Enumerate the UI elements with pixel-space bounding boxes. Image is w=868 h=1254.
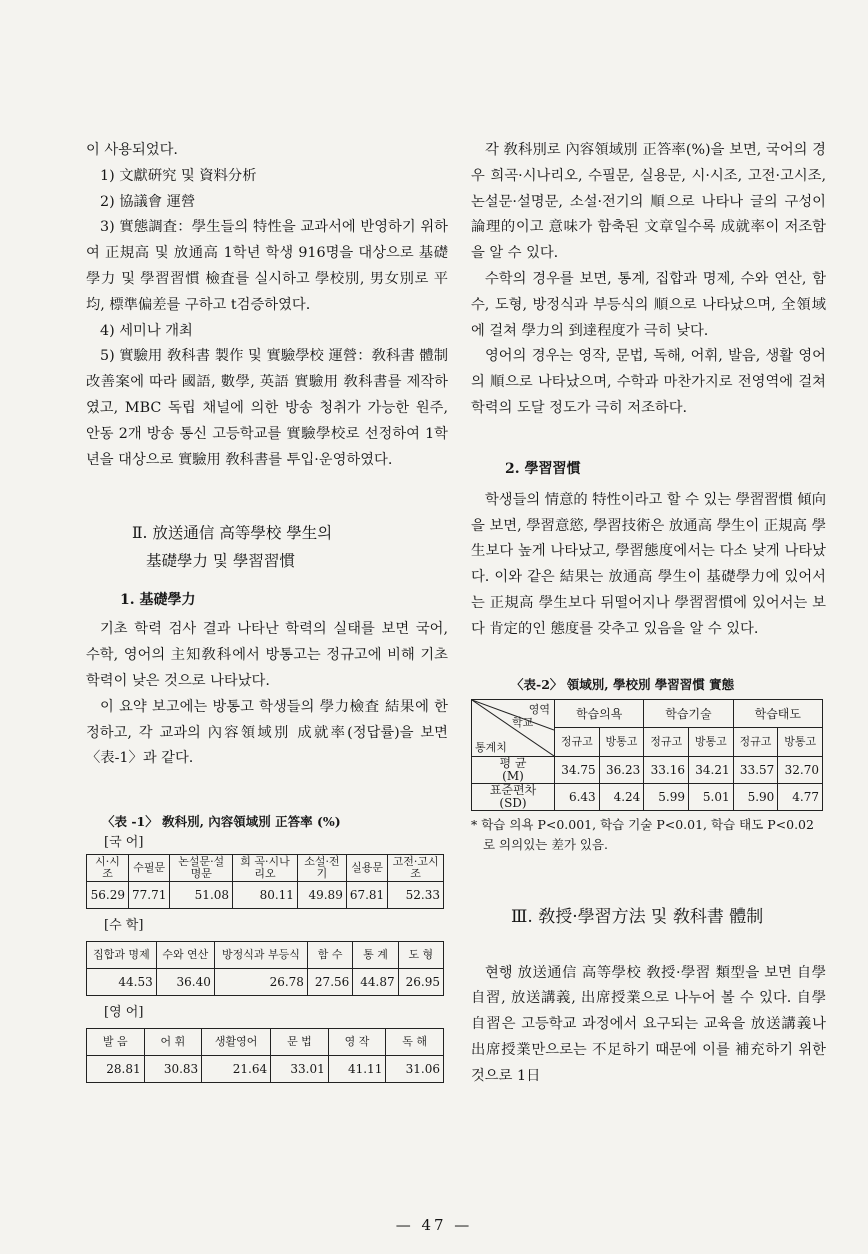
english-value-cell: 31.06 [386,1056,444,1083]
math-value-cell: 26.78 [214,969,307,996]
table-english [86,1028,444,1083]
english-header-cell: 어 휘 [144,1029,202,1056]
school-header-cell: 정규고 [555,728,600,757]
paragraph-math-results: 수학의 경우를 보면, 통계, 집합과 명제, 수와 연산, 함수, 도형, 방정식과 부등식의 順으로 나타났으며, 全領域에 걸쳐 學力의 到達程度가 극히 낮다. [471,270,826,339]
school-header-cell: 정규고 [733,728,778,757]
table-math [86,941,444,996]
sd-sub: (SD) [499,795,527,810]
corner-label-stat: 통계치 [475,740,507,754]
mean-value-cell: 34.75 [555,756,600,783]
english-header-cell: 영 작 [328,1029,386,1056]
korean-header-cell: 소설·전기 [297,855,346,882]
paragraph-study-habits: 학생들의 情意的 特性이라고 할 수 있는 學習習慣 傾向을 보면, 學習意慾, 學習技術은 放通高 學生이 正規高 學生보다 높게 나타났고, 學習態度에서는 다소 낮게 나타났다. 이와 같은 結果는 放通高 學生이 基礎學力에 있어서는 正規高 學生보다 뒤떨어지나 學習習慣에 있어서는 보다 肯定的인 態度를 갖추고 있음을 알 수 있다. [471,491,826,637]
math-value-cell: 27.56 [307,969,352,996]
list-item-3: 3) 實態調査：學生들의 特性을 교과서에 반영하기 위하여 正規高 및 放通高 1학년 학생 916명을 대상으로 基礎學力 및 學習習慣 檢査를 실시하고 學校別, 男女別로 平均, 標準偏差를 구하고 t검증하였다. [86,219,448,313]
sd-label: 표준편차 [489,782,537,797]
table-2-corner-cell [472,699,555,756]
group-header: 학습기술 [644,699,733,728]
table-study-habits [471,699,823,811]
intro-line: 이 사용되었다. [86,142,178,158]
korean-header-cell: 논설문·설명문 [170,855,233,882]
paragraph-basic-ability: 기초 학력 검사 결과 나타난 학력의 실태를 보면 국어, 수학, 영어의 主知敎科에서 방통고는 정규고에 비해 기초 학력이 낮은 것으로 나타났다. [86,621,448,689]
korean-value-cell: 56.29 [87,882,129,909]
english-value-cell: 21.64 [202,1056,271,1083]
korean-header-cell: 희 곡·시나리오 [233,855,298,882]
paragraph-teaching-methods: 현행 放送通信 高等學校 敎授·學習 類型을 보면 自學自習, 放送講義, 出席授業으로 나누어 볼 수 있다. 自學自習은 고등학교 과정에서 요구되는 교육을 放送講義나 出席授業만으로는 不足하기 때문에 이를 補充하기 위한 것으로 1日 [471,964,826,1084]
english-header-cell: 생활영어 [202,1029,271,1056]
table-1-math-label: [수 학] [104,918,144,934]
english-header-cell: 독 해 [386,1029,444,1056]
sd-value-cell: 5.01 [688,783,733,810]
sd-value-cell: 6.43 [555,783,600,810]
paragraph-summary: 이 요약 보고에는 방통고 학생들의 學力檢査 結果에 한정하고, 각 교과의 內容領域別 成就率(정답률)을 보면 〈表-1〉과 같다. [86,698,448,767]
korean-header-cell: 실용문 [346,855,387,882]
mean-value-cell: 33.16 [644,756,689,783]
mean-value-cell: 33.57 [733,756,778,783]
section-3-title: Ⅲ. 敎授·學習方法 및 敎科書 體制 [511,906,764,927]
table-korean [86,854,444,909]
math-value-cell: 26.95 [398,969,443,996]
mean-row-label [472,756,555,783]
corner-label-school: 학교 [512,715,534,729]
corner-label-area: 영역 [528,702,550,716]
korean-header-cell: 시·시조 [87,855,129,882]
group-header: 학습태도 [733,699,822,728]
korean-header-cell: 수필문 [129,855,170,882]
subsection-1-title: 1. 基礎學力 [120,592,196,609]
table-2-note: * 학습 의욕 P<0.001, 학습 기술 P<0.01, 학습 태도 P<0.02로 의의있는 差가 있음. [471,816,814,852]
math-header-cell: 수와 연산 [156,942,214,969]
paragraph-korean-results: 각 敎科別로 內容領域別 正答率(%)을 보면, 국어의 경우 희곡·시나리오, 수필문, 실용문, 시·시조, 고전·고시조, 논설문·설명문, 소설·전기의 順으로 나타나 글의 구성이 論理的이고 意味가 함축된 文章일수록 成就率이 저조함을 알 수 있다. [471,142,826,262]
list-item-5: 5) 實驗用 敎科書 製作 및 實驗學校 運營：敎科書 體制改善案에 따라 國語, 數學, 英語 實驗用 敎科書를 제작하였고, MBC 독립 채널에 의한 방송 청취가 가능한 원주, 안동 2개 방송 통신 고등학교를 實驗學校로 선정하여 1학년을 대상으로 實驗用 敎科書를 투입·운영하였다. [86,348,448,468]
mean-value-cell: 32.70 [778,756,823,783]
sd-value-cell: 5.99 [644,783,689,810]
group-header: 학습의욕 [555,699,644,728]
sd-value-cell: 4.24 [599,783,644,810]
korean-value-cell: 67.81 [346,882,387,909]
right-column [471,138,826,1090]
school-header-cell: 방통고 [599,728,644,757]
paragraph-english-results: 영어의 경우는 영작, 문법, 독해, 어휘, 발음, 생활 영어의 順으로 나타났으며, 수학과 마찬가지로 전영역에 걸쳐 학력의 도달 정도가 극히 저조하다. [471,348,826,416]
left-column [86,138,448,1083]
school-header-cell: 방통고 [778,728,823,757]
math-value-cell: 44.87 [353,969,398,996]
math-header-cell: 집합과 명제 [87,942,157,969]
math-header-cell: 도 형 [398,942,443,969]
english-value-cell: 41.11 [328,1056,386,1083]
english-value-cell: 28.81 [87,1056,145,1083]
list-item-1: 1) 文獻硏究 및 資料分析 [100,167,257,184]
sd-value-cell: 4.77 [778,783,823,810]
list-item-2: 2) 協議會 運營 [100,193,196,210]
english-header-cell: 문 법 [271,1029,329,1056]
list-item-4: 4) 세미나 개최 [100,322,193,339]
mean-sub: (M) [502,768,524,783]
mean-value-cell: 34.21 [688,756,733,783]
korean-value-cell: 80.11 [233,882,298,909]
math-header-cell: 함 수 [307,942,352,969]
section-2-title-line2: 基礎學力 및 學習習慣 [146,552,295,571]
english-value-cell: 30.83 [144,1056,202,1083]
school-header-cell: 정규고 [644,728,689,757]
english-header-cell: 발 음 [87,1029,145,1056]
english-value-cell: 33.01 [271,1056,329,1083]
subsection-2-title: 2. 學習習慣 [505,460,581,477]
korean-value-cell: 52.33 [388,882,444,909]
table-2-caption: 〈表-2〉 領域別, 學校別 學習習慣 實態 [511,676,735,692]
math-header-cell: 통 계 [353,942,398,969]
korean-value-cell: 77.71 [129,882,170,909]
table-1-caption: 〈表 -1〉 敎科別, 內容領域別 正答率 (%) [102,814,341,830]
korean-value-cell: 51.08 [170,882,233,909]
page-number: — 47 — [395,1216,473,1234]
math-value-cell: 44.53 [87,969,157,996]
table-1-english-label: [영 어] [104,1005,144,1021]
mean-label: 평 균 [499,755,527,770]
korean-value-cell: 49.89 [297,882,346,909]
sd-row-label [472,783,555,810]
korean-header-cell: 고전·고시조 [388,855,444,882]
section-2-title: Ⅱ. 放送通信 高等學校 學生의 [132,524,333,543]
math-header-cell: 방정식과 부등식 [214,942,307,969]
mean-value-cell: 36.23 [599,756,644,783]
math-value-cell: 36.40 [156,969,214,996]
table-1-korean-label: [국 어] [104,835,144,851]
sd-value-cell: 5.90 [733,783,778,810]
school-header-cell: 방통고 [688,728,733,757]
